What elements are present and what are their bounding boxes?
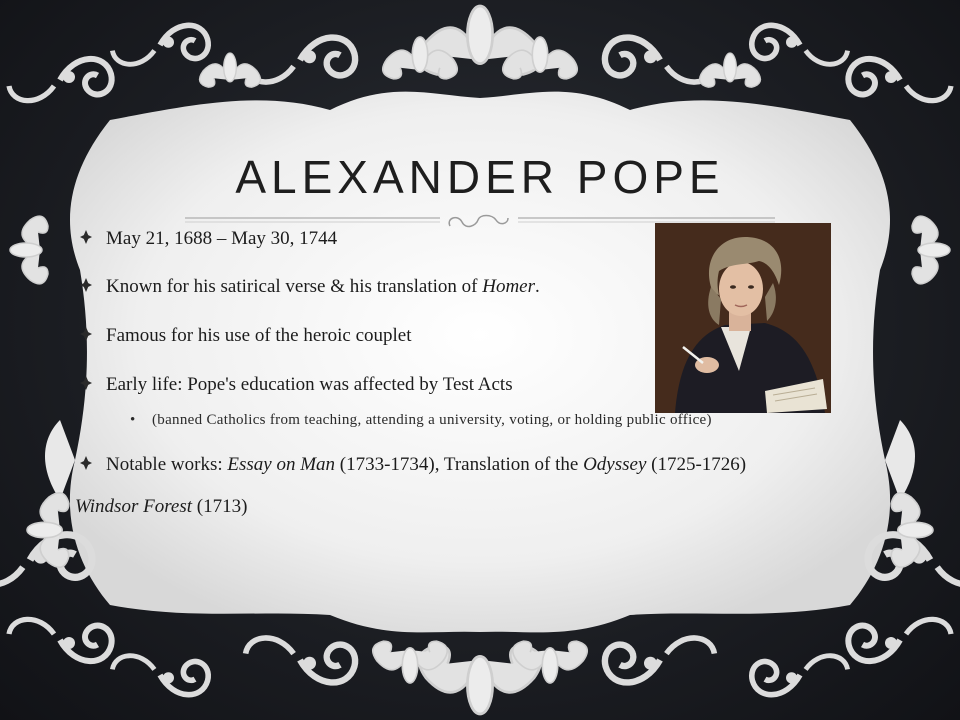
notable-works-continued: [75, 496, 247, 518]
bullet-early-life-text: Early life: Pope's education was affected by Test Acts: [106, 374, 513, 395]
diamond-bullet-icon: [78, 325, 106, 343]
dot-bullet-icon: •: [130, 412, 136, 428]
translation-prefix: Translation of the: [443, 454, 584, 475]
bullet-known-for-text: Known for his satirical verse & his translation of: [106, 276, 483, 297]
sub-bullet-text: (banned Catholics from teaching, attending a university, voting, or holding public office): [152, 412, 712, 428]
odyssey-years: (1725-1726): [646, 454, 747, 475]
bullet-notable-works: [78, 454, 746, 476]
homer-italic: Homer: [482, 276, 536, 297]
diamond-bullet-icon: [78, 276, 106, 294]
bullet-heroic-couplet-text: Famous for his use of the heroic couplet: [106, 325, 412, 346]
windsor-forest-title: Windsor Forest: [75, 496, 192, 517]
portrait-image: [655, 223, 831, 413]
swirl-icon: [449, 216, 508, 227]
bullet-early-life: [78, 374, 513, 396]
slide-title: ALEXANDER POPE: [235, 151, 725, 203]
bullet-known-for-end: .: [535, 276, 540, 297]
bullet-dates-text: May 21, 1688 – May 30, 1744: [106, 228, 338, 249]
sub-bullet-test-acts: [130, 412, 712, 429]
bullet-known-for: [78, 276, 540, 298]
essay-on-man-years: (1733-1734),: [335, 454, 444, 475]
notable-works-prefix: Notable works:: [106, 454, 228, 475]
essay-on-man-title: Essay on Man: [227, 454, 336, 475]
bullet-heroic-couplet: [78, 325, 412, 347]
bullet-dates: [78, 228, 337, 250]
windsor-forest-years: (1713): [192, 496, 248, 517]
odyssey-title: Odyssey: [583, 454, 647, 475]
diamond-bullet-icon: [78, 374, 106, 392]
diamond-bullet-icon: [78, 228, 106, 246]
diamond-bullet-icon: [78, 454, 106, 472]
